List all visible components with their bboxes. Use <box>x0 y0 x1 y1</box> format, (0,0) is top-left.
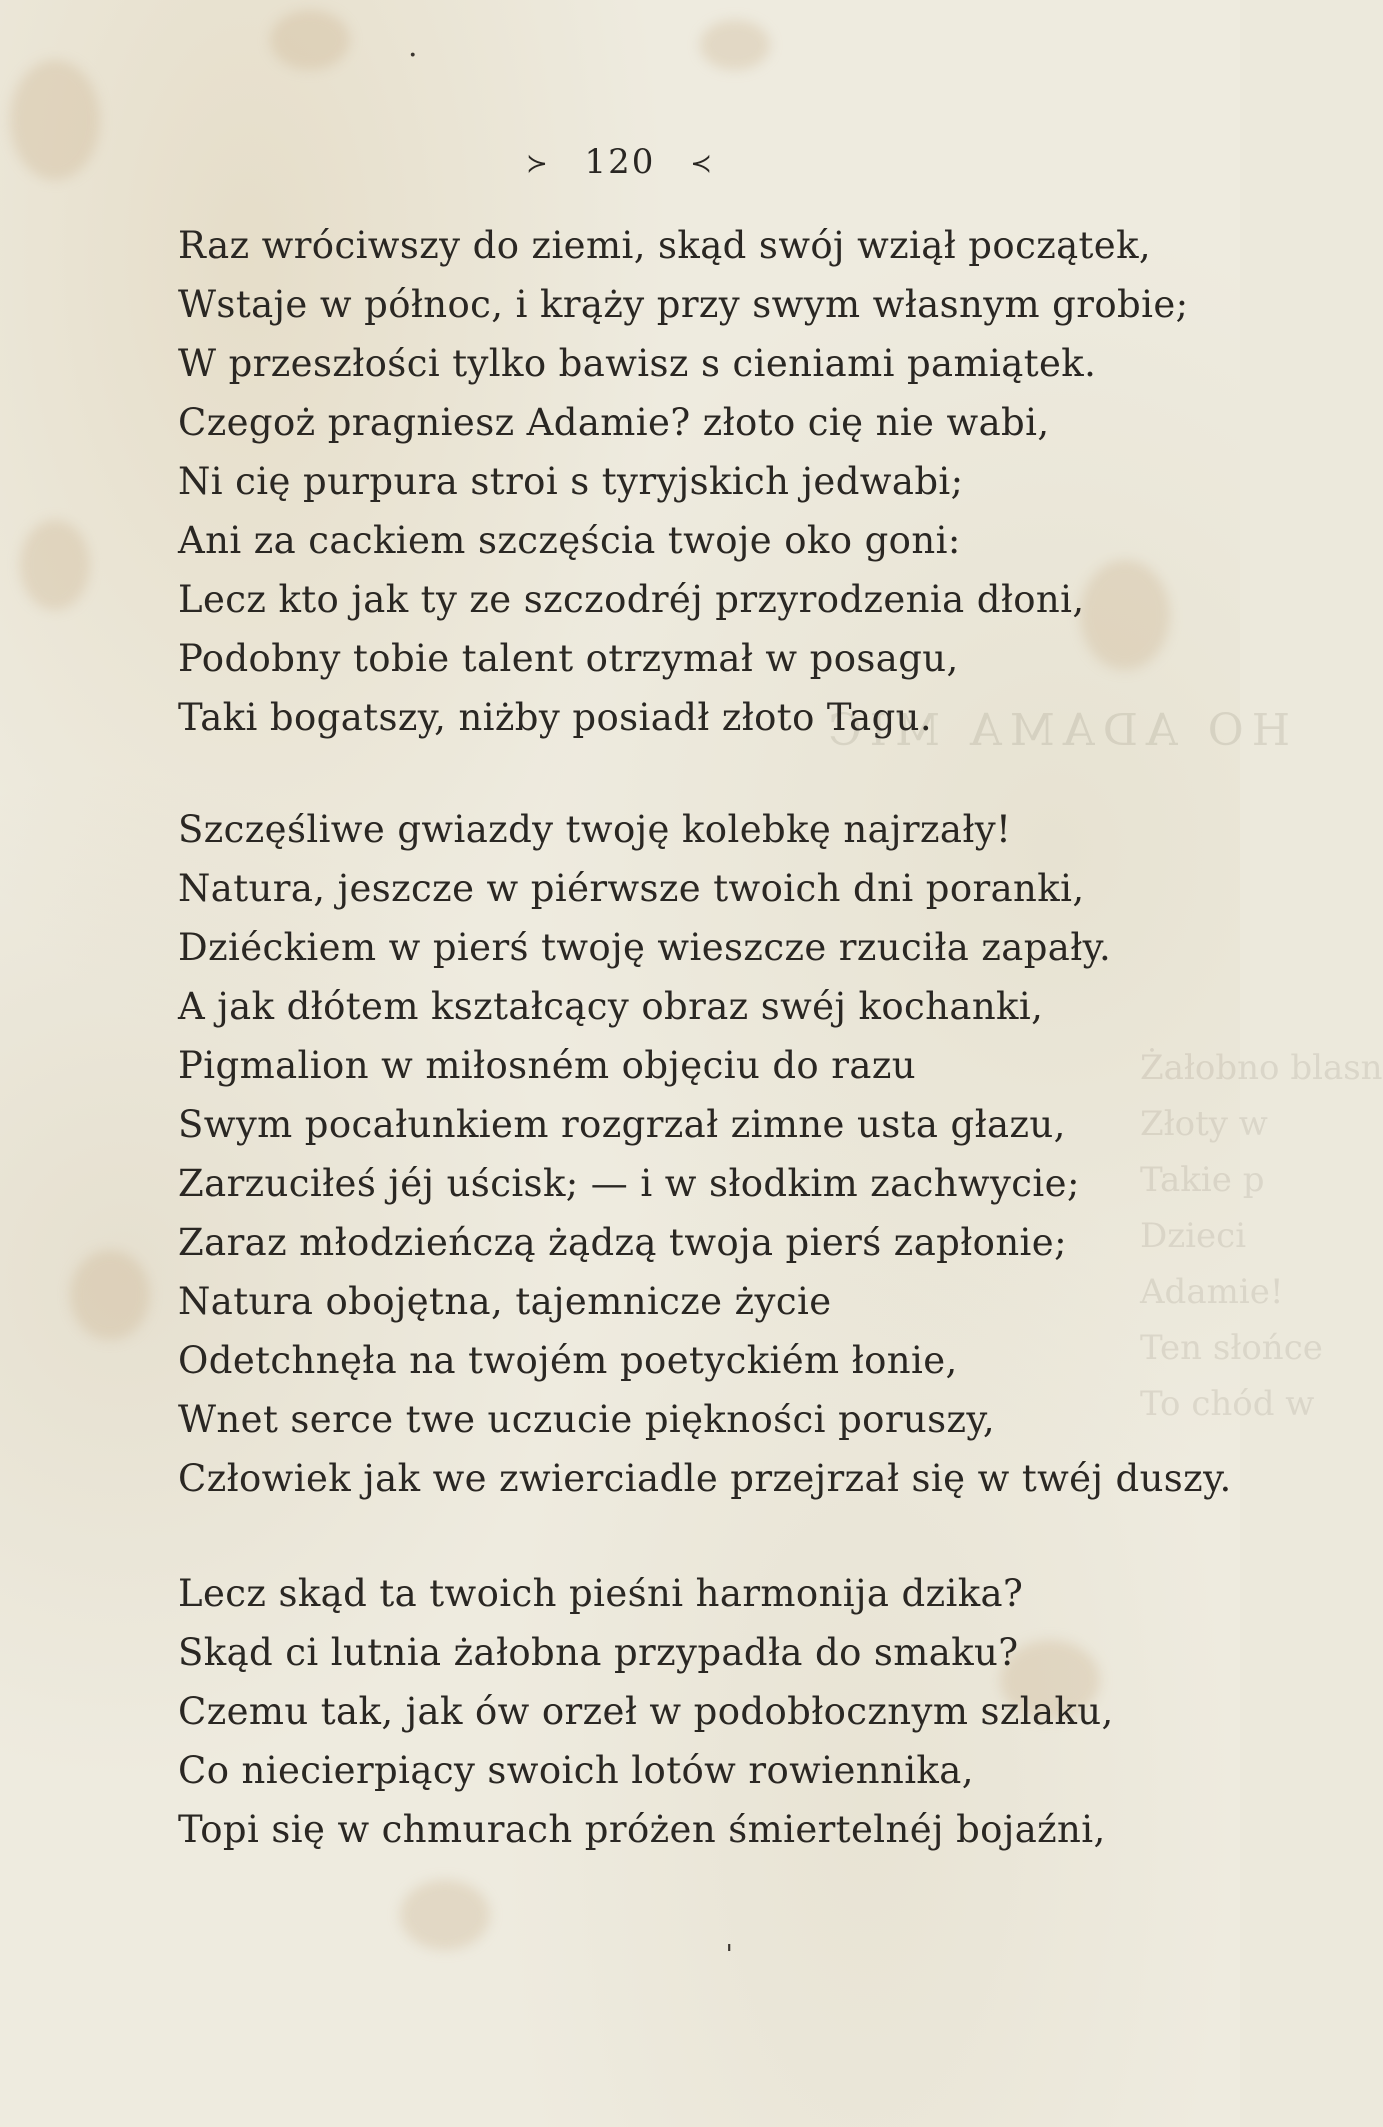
verse-line: Czegoż pragniesz Adamie? złoto cię nie wabi, <box>178 401 1050 444</box>
verse-line: Lecz kto jak ty ze szczodréj przyrodzenia dłoni, <box>178 578 1085 621</box>
stain <box>400 1880 490 1950</box>
verse-line: Dziéckiem w pierś twoję wieszcze rzuciła zapały. <box>178 926 1112 969</box>
stanza-1 <box>178 216 1189 747</box>
verse-line: Zarzuciłeś jéj uścisk; — i w słodkim zachwycie; <box>178 1162 1080 1205</box>
stain <box>270 10 350 70</box>
bleed-through-line: Dzieci <box>1140 1216 1247 1256</box>
verse-line: W przeszłości tylko bawisz s cieniami pamiątek. <box>178 342 1097 385</box>
bleed-through-line: Adamie! <box>1140 1272 1284 1312</box>
verse-line: Odetchnęła na twojém poetyckiém łonie, <box>178 1339 958 1382</box>
verse-line: Lecz skąd ta twoich pieśni harmonija dzika? <box>178 1572 1024 1615</box>
verse-line: Topi się w chmurach próżen śmiertelnéj bojaźni, <box>178 1808 1106 1851</box>
verse-line: Wstaje w północ, i krąży przy swym własnym grobie; <box>178 283 1189 326</box>
bleed-through-text: HO ADAMA MIC <box>820 705 1291 756</box>
bleed-through-line: Żałobno blasn <box>1140 1048 1383 1088</box>
stain <box>700 20 770 70</box>
verse-line: Ani za cackiem szczęścia twoje oko goni: <box>178 519 961 562</box>
verse-line: Swym pocałunkiem rozgrzał zimne usta głazu, <box>178 1103 1066 1146</box>
verse-line: Czemu tak, jak ów orzeł w podobłocznym szlaku, <box>178 1690 1114 1733</box>
page-header <box>0 138 1240 188</box>
right-ornament: ≺ <box>690 149 715 179</box>
bleed-through-line: Złoty w <box>1140 1104 1268 1144</box>
ink-speck: ˈ <box>725 1940 734 1975</box>
verse-line: Szczęśliwe gwiazdy twoję kolebkę najrzały! <box>178 808 1012 851</box>
verse-line: Natura obojętna, tajemnicze życie <box>178 1280 832 1323</box>
verse-line: Natura, jeszcze w piérwsze twoich dni poranki, <box>178 867 1085 910</box>
bleed-through-line: To chód w <box>1140 1384 1315 1424</box>
verse-line: Raz wróciwszy do ziemi, skąd swój wziął początek, <box>178 224 1152 267</box>
page-number: 120 <box>584 142 656 182</box>
bleed-through-line: Takie p <box>1140 1160 1265 1200</box>
verse-line: Co niecierpiący swoich lotów rowiennika, <box>178 1749 974 1792</box>
bleed-through-line: Ten słońce <box>1140 1328 1323 1368</box>
verse-line: Skąd ci lutnia żałobna przypadła do smaku? <box>178 1631 1019 1674</box>
verse-line: Wnet serce twe uczucie piękności poruszy, <box>178 1398 995 1441</box>
stain <box>70 1250 150 1340</box>
verse-line: Człowiek jak we zwierciadle przejrzał się w twéj duszy. <box>178 1457 1232 1500</box>
verse-line: Taki bogatszy, niżby posiadł złoto Tagu. <box>178 696 933 739</box>
stanza-3 <box>178 1564 1178 1859</box>
verse-line: Ni cię purpura stroi s tyryjskich jedwabi; <box>178 460 964 503</box>
verse-line: A jak dłótem kształcący obraz swéj kochanki, <box>178 985 1044 1028</box>
verse-line: Zaraz młodzieńczą żądzą twoja pierś zapłonie; <box>178 1221 1067 1264</box>
ink-speck: · <box>408 38 418 73</box>
verse-line: Pigmalion w miłosném objęciu do razu <box>178 1044 916 1087</box>
stain <box>20 520 90 610</box>
left-ornament: ≻ <box>525 149 550 179</box>
verse-line: Podobny tobie talent otrzymał w posagu, <box>178 637 959 680</box>
